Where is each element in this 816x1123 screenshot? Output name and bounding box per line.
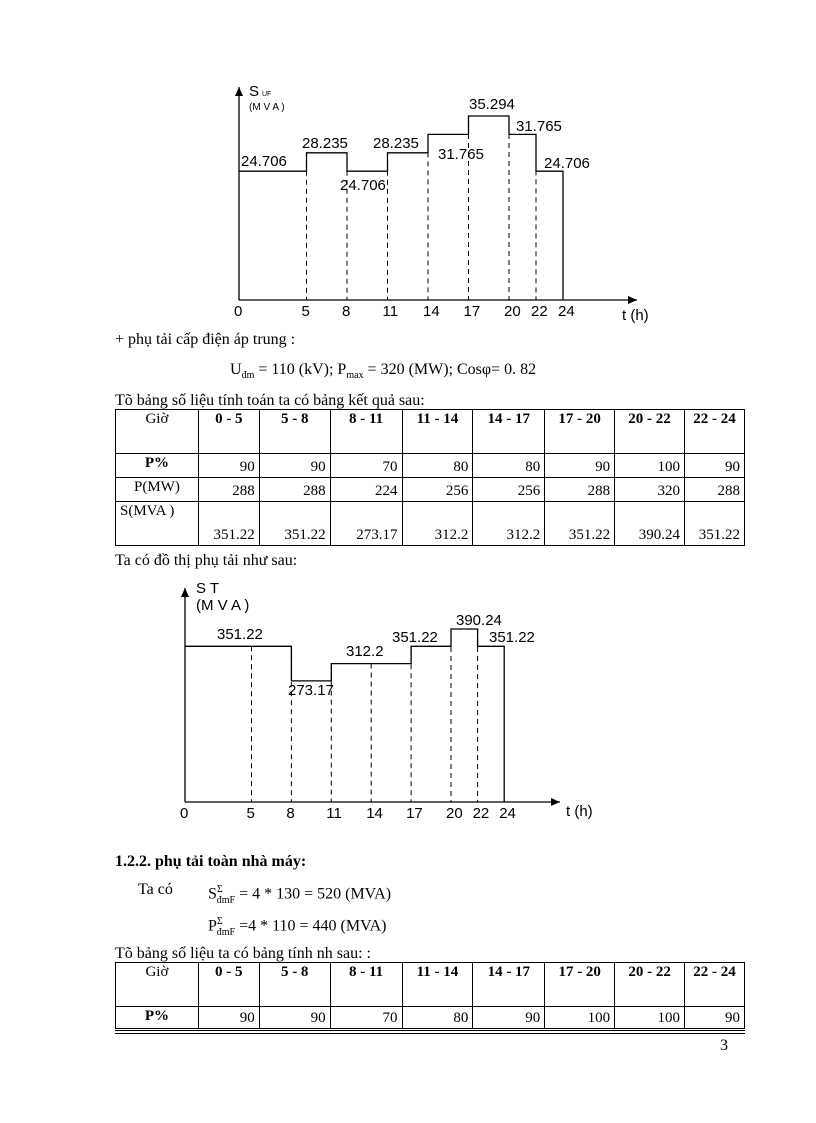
p-rest: =4 * 110 = 440 (MVA) [235, 917, 387, 935]
table2-header: 20 - 22 [615, 963, 685, 1007]
taco-label: Ta có [138, 881, 173, 898]
chart1-y-sub: UF [262, 91, 272, 98]
table-row [116, 454, 745, 478]
table-cell: 90 [685, 1007, 745, 1029]
table-cell: 90 [685, 454, 745, 478]
table1-header: 8 - 11 [330, 410, 402, 454]
table-cell: 288 [259, 478, 330, 502]
x-tick-label: 5 [301, 303, 310, 320]
step-value-label: 35.294 [469, 96, 515, 113]
step-value-label: 28.235 [302, 135, 348, 152]
table-cell: 90 [198, 1007, 259, 1029]
table1-header: 20 - 22 [615, 410, 685, 454]
table-cell: 100 [615, 1007, 685, 1029]
y-axis-arrow [235, 87, 243, 96]
p-main: P [208, 917, 217, 935]
x-tick-label: 0 [234, 303, 243, 320]
p-formula [208, 912, 386, 943]
table1-header: 11 - 14 [402, 410, 473, 454]
table2-header: 0 - 5 [198, 963, 259, 1007]
table-cell: 256 [473, 478, 545, 502]
table2-intro: Tõ bảng số liệu ta có bảng tính nh sau: : [115, 945, 371, 962]
page-number: 3 [720, 1037, 728, 1054]
x-tick-label: 24 [558, 303, 575, 320]
step-value-label: 31.765 [516, 118, 562, 135]
table-cell: 80 [473, 454, 545, 478]
table-cell: 351.22 [685, 502, 745, 546]
table2-header: 8 - 11 [330, 963, 402, 1007]
s-formula [208, 880, 391, 911]
x-tick-label: 17 [406, 805, 423, 822]
formula-u-sub: đm [241, 370, 255, 382]
table-cell: 90 [259, 454, 330, 478]
step-value-label: 351.22 [217, 626, 263, 643]
chart2-intro: Ta có đồ thị phụ tải như sau: [115, 552, 298, 569]
table-cell: 80 [402, 454, 473, 478]
x-tick-label: 11 [382, 303, 399, 320]
s-sup: Σ [216, 884, 223, 895]
x-tick-label: 22 [472, 805, 490, 822]
x-tick-label: 5 [246, 805, 255, 822]
table2-header: Giờ [116, 963, 199, 1007]
x-tick-label: 24 [499, 805, 516, 822]
footer-rule [115, 1030, 745, 1034]
step-value-label: 24.706 [340, 177, 386, 194]
table-row [116, 478, 745, 502]
table-cell: 70 [330, 454, 402, 478]
table-cell: 256 [402, 478, 473, 502]
x-tick-label: 8 [286, 805, 295, 822]
s-rest: = 4 * 130 = 520 (MVA) [235, 885, 392, 903]
chart2-x-label: t (h) [566, 803, 593, 820]
step-value-label: 24.706 [241, 153, 287, 170]
chart1-y-label: S [249, 83, 260, 100]
table2-header: 17 - 20 [545, 963, 615, 1007]
row-label: P(MW) [116, 478, 199, 502]
chart1-x-label: t (h) [622, 307, 649, 324]
table1-header: Giờ [116, 410, 199, 454]
table-row [116, 502, 745, 546]
step-value-label: 351.22 [489, 629, 535, 646]
load-chart-uf [0, 0, 816, 340]
x-axis-arrow [551, 798, 560, 806]
table-cell: 312.2 [473, 502, 545, 546]
load-table-mid [115, 409, 745, 546]
x-tick-label: 14 [423, 303, 440, 320]
table2-header: 5 - 8 [259, 963, 330, 1007]
formula-mid: = 110 (kV); P [254, 361, 347, 378]
x-tick-label: 20 [446, 805, 463, 822]
table-row [116, 1007, 745, 1029]
x-tick-label: 0 [180, 805, 189, 822]
table-cell: 288 [198, 478, 259, 502]
x-tick-label: 14 [366, 805, 383, 822]
section-heading: 1.2.2. phụ tải toàn nhà máy: [115, 853, 307, 870]
chart2-y-unit: (M V A ) [196, 597, 250, 614]
chart2-y-label: S T [196, 580, 220, 597]
table-cell: 90 [473, 1007, 545, 1029]
table-cell: 224 [330, 478, 402, 502]
table-cell: 312.2 [402, 502, 473, 546]
table-cell: 320 [615, 478, 685, 502]
table-cell: 90 [545, 454, 615, 478]
table-cell: 100 [615, 454, 685, 478]
table1-header: 5 - 8 [259, 410, 330, 454]
row-label: S(MVA ) [116, 502, 199, 546]
row-label: P% [116, 1007, 199, 1029]
table1-intro: Tõ bảng số liệu tính toán ta có bảng kết quả sau: [115, 392, 425, 409]
table1-header-row [116, 410, 745, 454]
s-main: S [208, 885, 217, 903]
step-value-label: 273.17 [288, 682, 334, 699]
table-cell: 390.24 [615, 502, 685, 546]
load-step-line [185, 629, 504, 802]
x-tick-label: 20 [504, 303, 521, 320]
table2-header: 22 - 24 [685, 963, 745, 1007]
chart1-y-unit: (M V A ) [249, 102, 285, 113]
table-cell: 288 [545, 478, 615, 502]
table-cell: 351.22 [545, 502, 615, 546]
table-cell: 80 [402, 1007, 473, 1029]
table1-header: 17 - 20 [545, 410, 615, 454]
table-cell: 90 [259, 1007, 330, 1029]
step-value-label: 351.22 [392, 629, 438, 646]
table2-header-row [116, 963, 745, 1007]
step-value-label: 312.2 [346, 643, 384, 660]
load-table-plant [115, 962, 745, 1029]
formula-u: U [230, 361, 242, 378]
table-cell: 351.22 [198, 502, 259, 546]
p-sub: đmF [216, 926, 236, 938]
table-cell: 351.22 [259, 502, 330, 546]
table-cell: 70 [330, 1007, 402, 1029]
table-cell: 288 [685, 478, 745, 502]
table-cell: 273.17 [330, 502, 402, 546]
formula-line [230, 360, 536, 386]
table2-header: 11 - 14 [402, 963, 473, 1007]
table1-header: 14 - 17 [473, 410, 545, 454]
x-tick-label: 11 [326, 805, 342, 822]
step-value-label: 31.765 [438, 146, 484, 163]
x-axis-arrow [628, 296, 637, 304]
load-mid-heading: + phụ tải cấp điện áp trung : [115, 331, 296, 348]
s-sub: đmF [216, 894, 236, 906]
formula-end: = 320 (MW); Cosφ= 0. 82 [363, 361, 537, 378]
x-tick-label: 22 [531, 303, 548, 320]
table2-header: 14 - 17 [473, 963, 545, 1007]
table1-header: 0 - 5 [198, 410, 259, 454]
step-value-label: 24.706 [544, 155, 590, 172]
formula-p-sub: max [346, 370, 364, 382]
table-cell: 100 [545, 1007, 615, 1029]
x-tick-label: 8 [342, 303, 351, 320]
x-tick-label: 17 [463, 303, 481, 320]
table1-header: 22 - 24 [685, 410, 745, 454]
step-value-label: 28.235 [373, 135, 419, 152]
table-cell: 90 [198, 454, 259, 478]
step-value-label: 390.24 [456, 612, 502, 629]
row-label: P% [116, 454, 199, 478]
load-chart-st [0, 570, 816, 830]
y-axis-arrow [181, 588, 189, 597]
p-sup: Σ [216, 916, 223, 927]
